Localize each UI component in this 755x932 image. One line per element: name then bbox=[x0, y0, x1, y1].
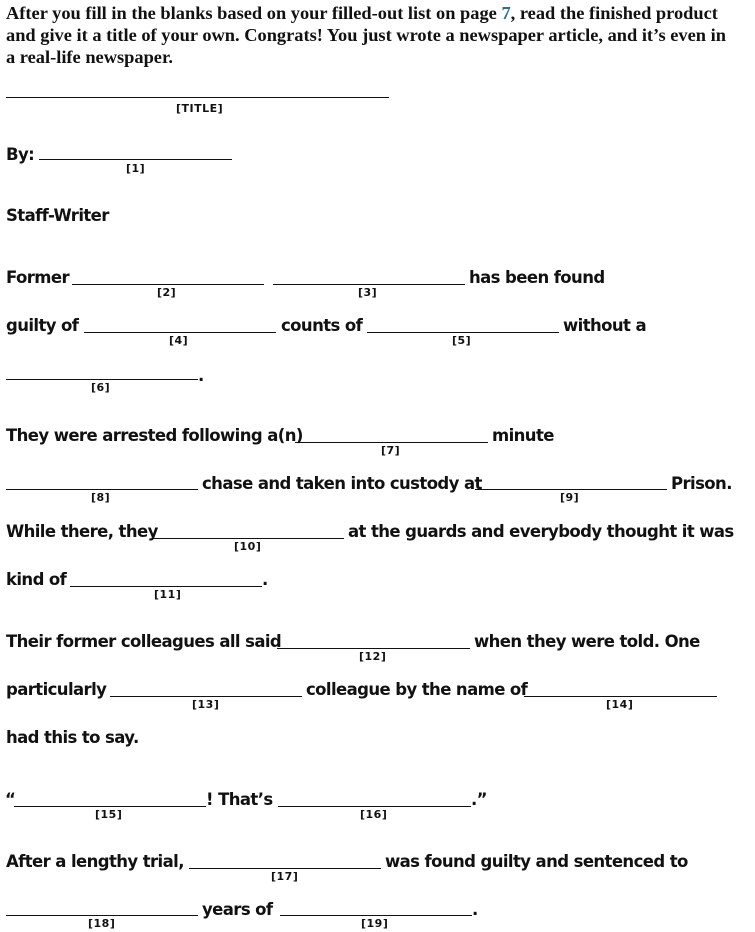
blank-8-line[interactable] bbox=[6, 489, 198, 490]
blank-18-line[interactable] bbox=[6, 915, 198, 916]
sentenced-text: was found guilty and sentenced to bbox=[385, 852, 688, 871]
blank-11-label: [11] bbox=[154, 588, 182, 601]
years-of-text: years of bbox=[202, 900, 273, 919]
blank-9-label: [9] bbox=[560, 491, 580, 504]
open-quote: “ bbox=[5, 790, 16, 809]
guards-text: at the guards and everybody thought it was bbox=[348, 522, 734, 541]
blank-2-line[interactable] bbox=[72, 284, 264, 285]
blank-1-label: [1] bbox=[126, 162, 146, 175]
colleagues-text: Their former colleagues all said bbox=[6, 632, 282, 651]
blank-12-line[interactable] bbox=[277, 648, 470, 649]
blank-13-label: [13] bbox=[192, 698, 220, 711]
blank-17-line[interactable] bbox=[189, 868, 381, 869]
has-been-found-text: has been found bbox=[469, 268, 605, 287]
blank-7-line[interactable] bbox=[295, 442, 488, 443]
blank-19-label: [19] bbox=[361, 917, 389, 930]
period-3: . bbox=[472, 900, 478, 919]
blank-5-label: [5] bbox=[452, 334, 472, 347]
arrested-text: They were arrested following a(n) bbox=[6, 426, 303, 445]
blank-14-label: [14] bbox=[606, 698, 634, 711]
particularly-text: particularly bbox=[6, 680, 107, 699]
instructions-paragraph bbox=[6, 2, 738, 68]
blank-5-line[interactable] bbox=[367, 332, 559, 333]
kind-of-text: kind of bbox=[6, 570, 67, 589]
blank-9-line[interactable] bbox=[475, 489, 667, 490]
instructions-text-start: After you fill in the blanks based on your filled-out list on page bbox=[6, 3, 502, 23]
blank-6-line[interactable] bbox=[6, 379, 198, 380]
blank-14-line[interactable] bbox=[524, 696, 717, 697]
blank-13-line[interactable] bbox=[110, 696, 302, 697]
without-a-text: without a bbox=[563, 316, 646, 335]
blank-10-line[interactable] bbox=[152, 538, 344, 539]
blank-16-line[interactable] bbox=[278, 806, 471, 807]
when-told-text: when they were told. One bbox=[474, 632, 700, 651]
while-there-text: While there, they bbox=[6, 522, 158, 541]
blank-4-label: [4] bbox=[169, 334, 189, 347]
blank-15-line[interactable] bbox=[14, 806, 206, 807]
blank-8-label: [8] bbox=[91, 491, 111, 504]
close-quote: .” bbox=[471, 790, 487, 809]
staff-writer-text: Staff-Writer bbox=[6, 206, 109, 225]
blank-12-label: [12] bbox=[359, 650, 387, 663]
blank-15-label: [15] bbox=[95, 808, 123, 821]
blank-19-line[interactable] bbox=[280, 915, 472, 916]
minute-text: minute bbox=[492, 426, 554, 445]
blank-16-label: [16] bbox=[360, 808, 388, 821]
blank-6-label: [6] bbox=[91, 381, 111, 394]
chase-text: chase and taken into custody at bbox=[202, 474, 482, 493]
colleague-name-text: colleague by the name of bbox=[306, 680, 528, 699]
blank-10-label: [10] bbox=[234, 540, 262, 553]
page-reference[interactable]: 7 bbox=[501, 3, 511, 23]
period-2: . bbox=[262, 570, 268, 589]
blank-3-line[interactable] bbox=[273, 284, 465, 285]
by-text: By: bbox=[6, 145, 35, 164]
blank-1-line[interactable] bbox=[39, 159, 232, 160]
had-this-text: had this to say. bbox=[6, 728, 139, 747]
blank-title-line[interactable] bbox=[6, 97, 389, 98]
blank-17-label: [17] bbox=[271, 870, 299, 883]
instructions-text-end: , read the finished product and give it a title of your own. Congrats! You just wrote a newspaper article, and it’s even in a real-life newspaper. bbox=[6, 3, 726, 67]
lengthy-trial-text: After a lengthy trial, bbox=[6, 852, 184, 871]
blank-title-label: [TITLE] bbox=[176, 102, 224, 115]
blank-3-label: [3] bbox=[358, 286, 378, 299]
blank-2-label: [2] bbox=[157, 286, 177, 299]
period-1: . bbox=[198, 366, 204, 385]
blank-11-line[interactable] bbox=[70, 586, 262, 587]
guilty-of-text: guilty of bbox=[6, 316, 79, 335]
blank-7-label: [7] bbox=[381, 444, 401, 457]
counts-of-text: counts of bbox=[281, 316, 363, 335]
former-text: Former bbox=[6, 268, 69, 287]
prison-text: Prison. bbox=[671, 474, 732, 493]
blank-18-label: [18] bbox=[88, 917, 116, 930]
blank-4-line[interactable] bbox=[84, 332, 276, 333]
thats-text: ! That’s bbox=[206, 790, 273, 809]
